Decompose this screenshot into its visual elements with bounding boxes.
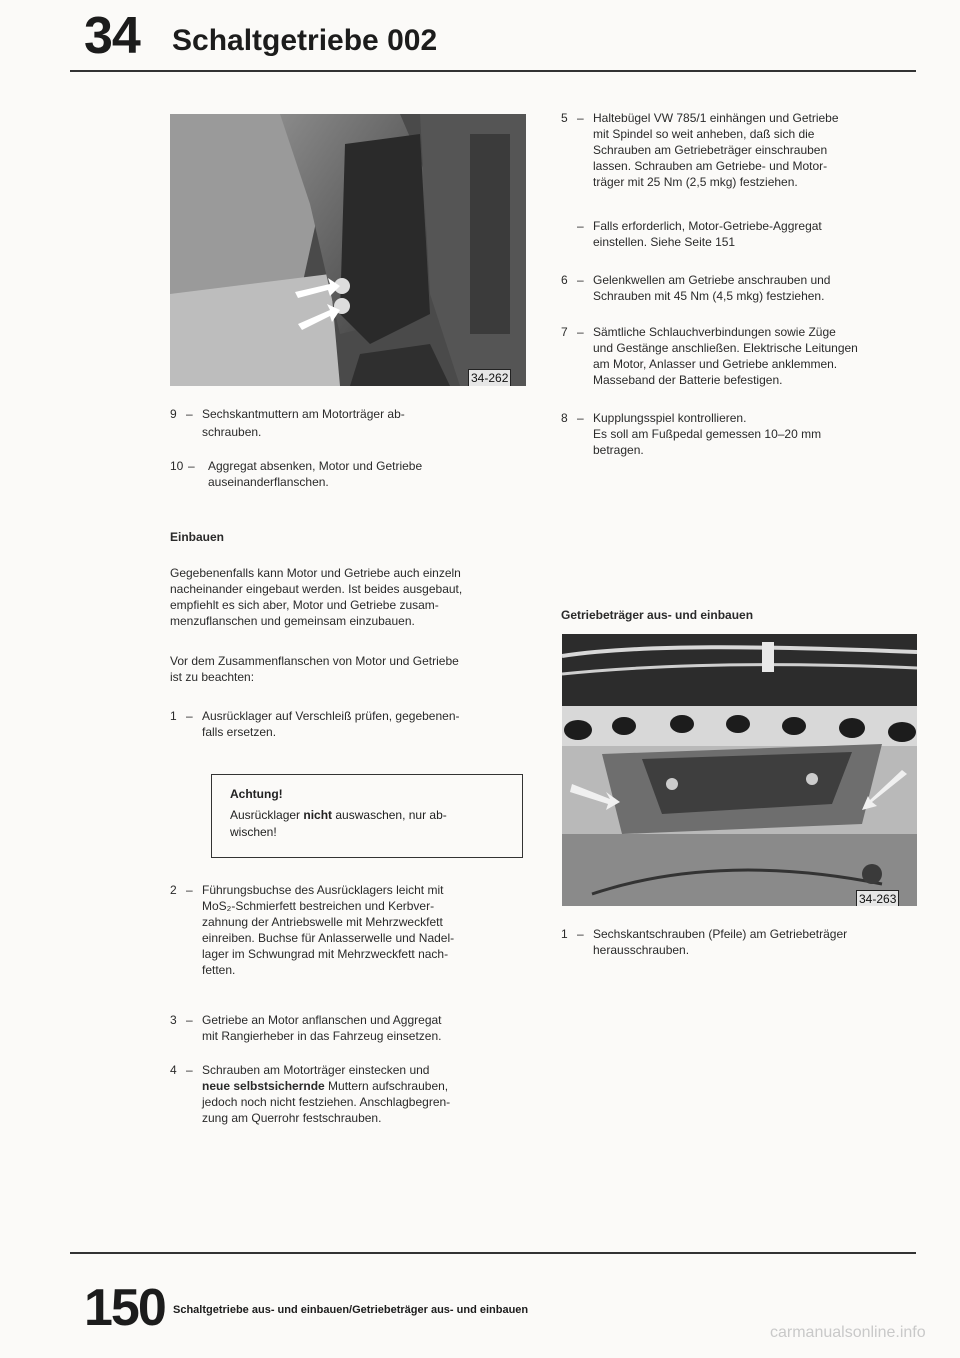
step-6 [561,272,921,304]
chapter-title: Schaltgetriebe 002 [172,24,438,57]
step-line: jedoch noch nicht festziehen. Anschlagbegren- [202,1095,451,1109]
step-number: 9 [170,407,177,421]
text-line: Gegebenenfalls kann Motor und Getriebe auch einzeln [170,566,461,580]
step-number: 8 [561,411,568,425]
step-number: 2 [170,883,177,897]
warning-title: Achtung! [230,787,283,801]
intro-paragraph-2 [170,653,540,685]
step-line: mit Spindel so weit anheben, daß sich die [593,127,815,141]
step-line: lassen. Schrauben am Getriebe- und Motor- [593,159,828,173]
step-5 [561,110,921,194]
step-dash: – [577,273,584,287]
step-dash: – [186,407,193,421]
step-dash: – [577,219,584,233]
step-dash: – [186,883,193,897]
warning-text-pre: Ausrücklager [230,808,304,822]
engine-mount-photo-drawing [170,114,526,386]
step-dash: – [577,927,584,941]
text-line: empfiehlt es sich aber, Motor und Getriebe zusam- [170,598,439,612]
warning-text-bold: nicht [303,808,333,822]
step-number: 7 [561,325,568,339]
step-line: Falls erforderlich, Motor-Getriebe-Aggregat [593,219,822,233]
step-line: Es soll am Fußpedal gemessen 10–20 mm [593,427,822,441]
step-9 [170,406,530,438]
text-line: Vor dem Zusammenflanschen von Motor und Getriebe [170,654,459,668]
figure-2-step-1 [561,926,931,958]
step-dash: – [186,1063,193,1077]
step-line: MoS₂-Schmierfett bestreichen und Kerbver- [202,899,435,913]
figure-engine-mount-photo [170,114,526,386]
step-line-bold: neue selbstsichernde [202,1079,325,1093]
step-line: Haltebügel VW 785/1 einhängen und Getriebe [593,111,839,125]
step-2 [170,882,540,982]
step-number: 3 [170,1013,177,1027]
step-number: 6 [561,273,568,287]
step-line: Schrauben mit 45 Nm (4,5 mkg) festziehen. [593,289,825,303]
step-line: einstellen. Siehe Seite 151 [593,235,736,249]
step-dash: – [577,411,584,425]
step-line: lager im Schwungrad mit Mehrzweckfett nach- [202,947,449,961]
step-line: träger mit 25 Nm (2,5 mkg) festziehen. [593,175,798,189]
step-number: 10 [170,459,184,473]
warning-text-post: auswaschen, nur ab- [332,808,447,822]
step-line: Muttern aufschrauben, [324,1079,449,1093]
chapter-number: 34 [84,7,140,65]
step-line: einreiben. Buchse für Anlasserwelle und Nadel- [202,931,455,945]
figure-transmission-carrier-photo [562,634,917,906]
step-dash: – [186,709,193,723]
footer-title: Schaltgetriebe aus- und einbauen/Getriebeträger aus- und einbauen [173,1304,529,1316]
step-line: Ausrücklager auf Verschleiß prüfen, gegebenen- [202,709,460,723]
step-line: Sechskantschrauben (Pfeile) am Getriebeträger [593,927,848,941]
step-7 [561,324,931,392]
step-line: Masseband der Batterie befestigen. [593,373,783,387]
step-line: Kupplungsspiel kontrollieren. [593,411,747,425]
step-dash: – [577,111,584,125]
step-line: schrauben. [202,425,262,439]
text-line: menzuflanschen und gemeinsam einzubauen. [170,614,415,628]
page-number: 150 [84,1279,165,1337]
warning-box [211,774,523,858]
step-line: Schrauben am Getriebeträger einschrauben [593,143,828,157]
step-number: 1 [170,709,177,723]
step-line: Gelenkwellen am Getriebe anschrauben und [593,273,831,287]
step-3 [170,1012,540,1044]
step-dash: – [577,325,584,339]
step-line: am Motor, Anlasser und Getriebe anklemmen. [593,357,838,371]
text-line: nacheinander eingebaut werden. Ist beides ausgebaut, [170,582,463,596]
step-line: Sechskantmuttern am Motorträger ab- [202,407,405,421]
header-rule [70,70,916,72]
watermark: carmanualsonline.info [770,1324,926,1341]
warning-text-line2: wischen! [230,825,277,839]
step-line: mit Rangierheber in das Fahrzeug einsetzen. [202,1029,442,1043]
step-line: Schrauben am Motorträger einstecken und [202,1063,430,1077]
step-dash: – [188,459,195,473]
step-8 [561,410,921,462]
text-line: ist zu beachten: [170,670,255,684]
step-4 [170,1062,540,1130]
step-line: auseinanderflanschen. [208,475,329,489]
step-1 [170,708,540,740]
step-line: Sämtliche Schlauchverbindungen sowie Züge [593,325,836,339]
section-heading-getriebetraeger: Getriebeträger aus- und einbauen [561,608,754,622]
step-line: und Gestänge anschließen. Elektrische Leitungen [593,341,858,355]
step-line: Aggregat absenken, Motor und Getriebe [208,459,423,473]
step-dash: – [186,1013,193,1027]
warning-text [230,807,520,841]
step-number: 4 [170,1063,177,1077]
intro-paragraph [170,565,540,629]
step-line: betragen. [593,443,644,457]
step-line: zung am Querrohr festschrauben. [202,1111,382,1125]
step-5-note [561,218,921,250]
transmission-carrier-photo-drawing [562,634,917,906]
step-line: herausschrauben. [593,943,690,957]
step-line: Getriebe an Motor anflanschen und Aggregat [202,1013,442,1027]
step-line: Führungsbuchse des Ausrücklagers leicht mit [202,883,444,897]
step-number: 1 [561,927,568,941]
step-number: 5 [561,111,568,125]
step-line: fetten. [202,963,236,977]
figure-label: 34-262 [468,369,511,386]
footer-rule [70,1252,916,1254]
step-line: falls ersetzen. [202,725,277,739]
section-heading-einbauen: Einbauen [170,530,225,544]
figure-label: 34-263 [856,890,899,906]
step-10 [170,458,530,490]
step-line: zahnung der Antriebswelle mit Mehrzweckfett [202,915,443,929]
